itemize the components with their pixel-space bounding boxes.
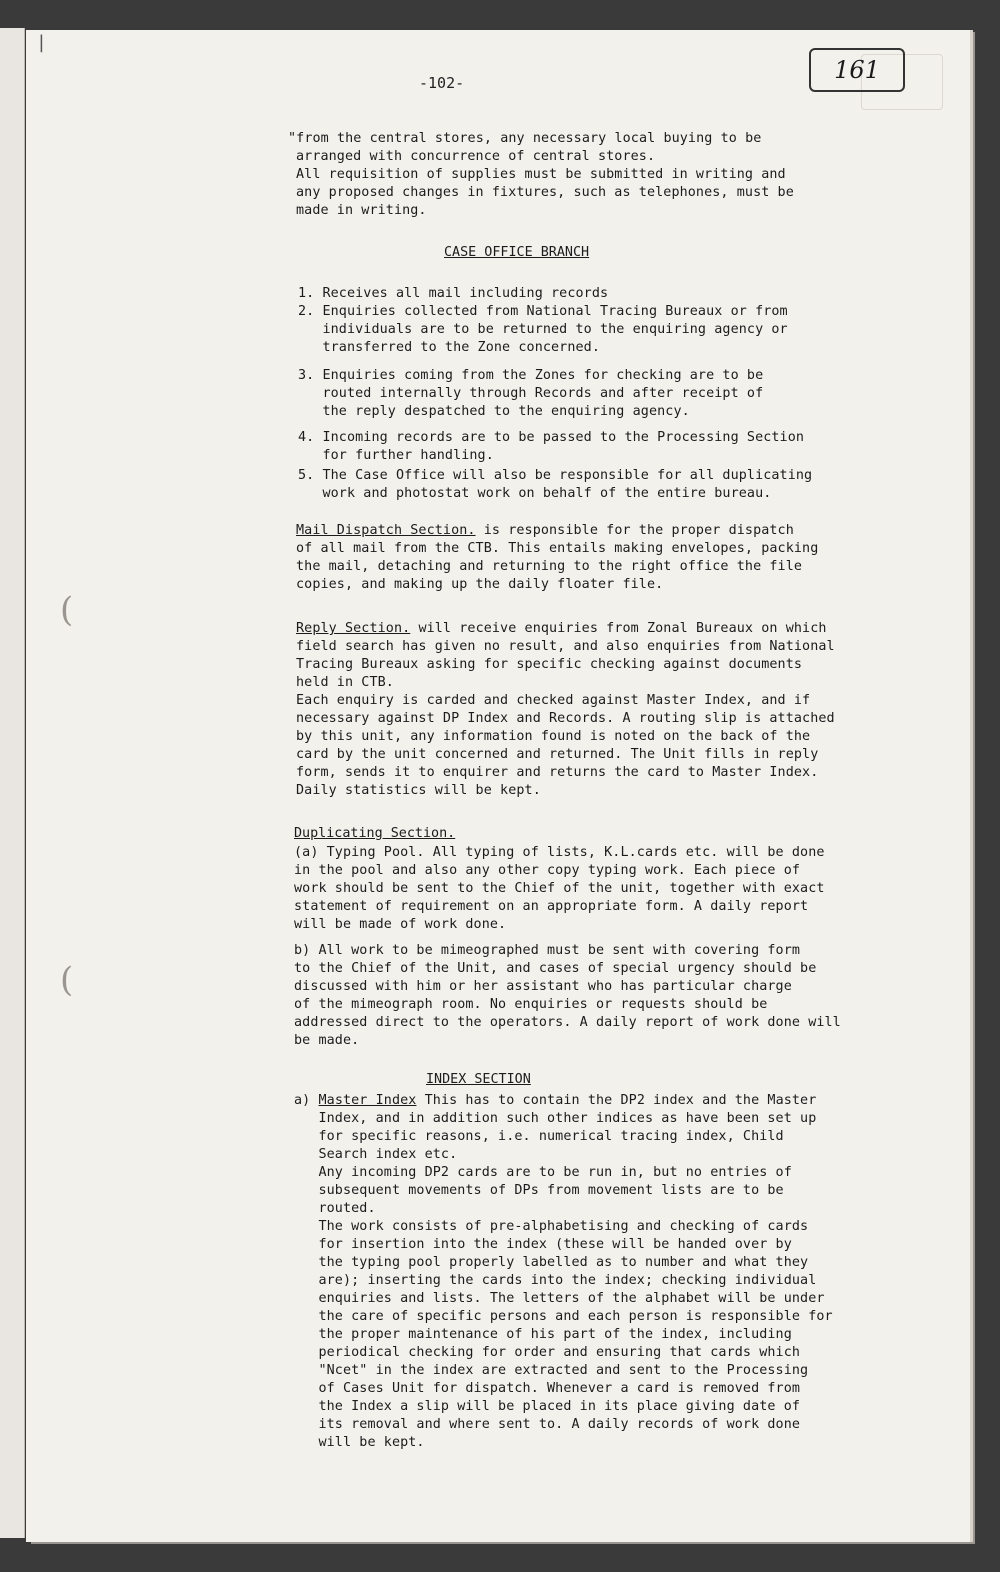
list-item: work and photostat work on behalf of the entire bureau.	[298, 486, 772, 501]
section-text: is responsible for the proper dispatch	[475, 523, 794, 538]
list-item: 1. Receives all mail including records	[298, 286, 609, 301]
text-line: held in CTB.	[296, 675, 394, 690]
section-title: Duplicating Section.	[294, 826, 456, 841]
text-line: the typing pool properly labelled as to number and what they	[294, 1255, 809, 1270]
section-heading: CASE OFFICE BRANCH	[444, 245, 590, 260]
text-line: the Index a slip will be placed in its place giving date of	[294, 1399, 801, 1414]
text-line: Index, and in addition such other indices as have been set up	[294, 1111, 817, 1126]
text-line: work should be sent to the Chief of the unit, together with exact	[294, 881, 825, 896]
margin-hole-mark: (	[60, 590, 74, 630]
text-line: the proper maintenance of his part of the index, including	[294, 1327, 792, 1342]
text-line: for insertion into the index (these will be handed over by	[294, 1237, 792, 1252]
text-line: by this unit, any information found is noted on the back of the	[296, 729, 811, 744]
text-line: of all mail from the CTB. This entails making envelopes, packing	[296, 541, 819, 556]
page-number: -102-	[419, 74, 465, 92]
text-line: Search index etc.	[294, 1147, 458, 1162]
list-item: 3. Enquiries coming from the Zones for checking are to be	[298, 368, 764, 383]
paragraph-line	[296, 620, 827, 638]
text-line: b) All work to be mimeographed must be sent with covering form	[294, 943, 801, 958]
previous-page-edge	[0, 28, 25, 1538]
text-line: card by the unit concerned and returned. The Unit fills in reply	[296, 747, 819, 762]
text-line: arranged with concurrence of central stores.	[296, 149, 656, 164]
text-line: in the pool and also any other copy typing work. Each piece of	[294, 863, 801, 878]
text-line: of the mimeograph room. No enquiries or requests should be	[294, 997, 768, 1012]
text-line: made in writing.	[296, 203, 427, 218]
list-item: individuals are to be returned to the enquiring agency or	[298, 322, 788, 337]
text-line: will be kept.	[294, 1435, 425, 1450]
text-line: its removal and where sent to. A daily records of work done	[294, 1417, 801, 1432]
section-text: will receive enquiries from Zonal Bureaux on which	[410, 621, 827, 636]
text-line: are); inserting the cards into the index; checking individual	[294, 1273, 817, 1288]
text-line: periodical checking for order and ensuring that cards which	[294, 1345, 801, 1360]
text-line: any proposed changes in fixtures, such as telephones, must be	[296, 185, 794, 200]
text-line: of Cases Unit for dispatch. Whenever a card is removed from	[294, 1381, 801, 1396]
text-line: field search has given no result, and also enquiries from National	[296, 639, 835, 654]
text-line: to the Chief of the Unit, and cases of special urgency should be	[294, 961, 817, 976]
text-line: subsequent movements of DPs from movement lists are to be	[294, 1183, 784, 1198]
text-line: form, sends it to enquirer and returns the card to Master Index.	[296, 765, 819, 780]
list-item: 2. Enquiries collected from National Tracing Bureaux or from	[298, 304, 788, 319]
document-page	[26, 30, 970, 1542]
text-line: discussed with him or her assistant who has particular charge	[294, 979, 792, 994]
archive-stamp: 161	[809, 48, 905, 92]
section-title: Reply Section.	[296, 621, 411, 636]
text-line: be made.	[294, 1033, 360, 1048]
section-title: Mail Dispatch Section.	[296, 523, 476, 538]
text-line: the care of specific persons and each person is responsible for	[294, 1309, 833, 1324]
section-heading: INDEX SECTION	[426, 1072, 531, 1087]
list-item: 4. Incoming records are to be passed to the Processing Section	[298, 430, 805, 445]
text-line: statement of requirement on an appropriate form. A daily report	[294, 899, 809, 914]
text-line: necessary against DP Index and Records. A routing slip is attached	[296, 711, 835, 726]
text-line: Any incoming DP2 cards are to be run in, but no entries of	[294, 1165, 792, 1180]
list-marker: a)	[294, 1093, 319, 1108]
text-line: Daily statistics will be kept.	[296, 783, 541, 798]
paragraph-line	[294, 1092, 816, 1110]
margin-hole-mark: (	[60, 960, 74, 1000]
text-line: for specific reasons, i.e. numerical tracing index, Child	[294, 1129, 784, 1144]
text-line: "Ncet" in the index are extracted and sent to the Processing	[294, 1363, 809, 1378]
subsection-title: Master Index	[318, 1093, 417, 1108]
list-item: 5. The Case Office will also be responsible for all duplicating	[298, 468, 813, 483]
text-line: the mail, detaching and returning to the right office the file	[296, 559, 803, 574]
text-line: enquiries and lists. The letters of the alphabet will be under	[294, 1291, 825, 1306]
subsection-text: This has to contain the DP2 index and the Master	[416, 1093, 817, 1108]
text-line: will be made of work done.	[294, 917, 507, 932]
text-line: Tracing Bureaux asking for specific checking against documents	[296, 657, 803, 672]
text-line: All requisition of supplies must be submitted in writing and	[296, 167, 786, 182]
text-line: Each enquiry is carded and checked against Master Index, and if	[296, 693, 811, 708]
corner-mark: |	[36, 32, 47, 53]
paragraph-line	[296, 522, 794, 540]
text-line: routed.	[294, 1201, 376, 1216]
text-line: (a) Typing Pool. All typing of lists, K.L.cards etc. will be done	[294, 845, 825, 860]
list-item: routed internally through Records and after receipt of	[298, 386, 764, 401]
text-line: addressed direct to the operators. A daily report of work done will	[294, 1015, 841, 1030]
text-line: copies, and making up the daily floater file.	[296, 577, 664, 592]
list-item: transferred to the Zone concerned.	[298, 340, 600, 355]
list-item: the reply despatched to the enquiring agency.	[298, 404, 690, 419]
text-line: "from the central stores, any necessary local buying to be	[288, 131, 762, 146]
list-item: for further handling.	[298, 448, 494, 463]
text-line: The work consists of pre-alphabetising and checking of cards	[294, 1219, 809, 1234]
